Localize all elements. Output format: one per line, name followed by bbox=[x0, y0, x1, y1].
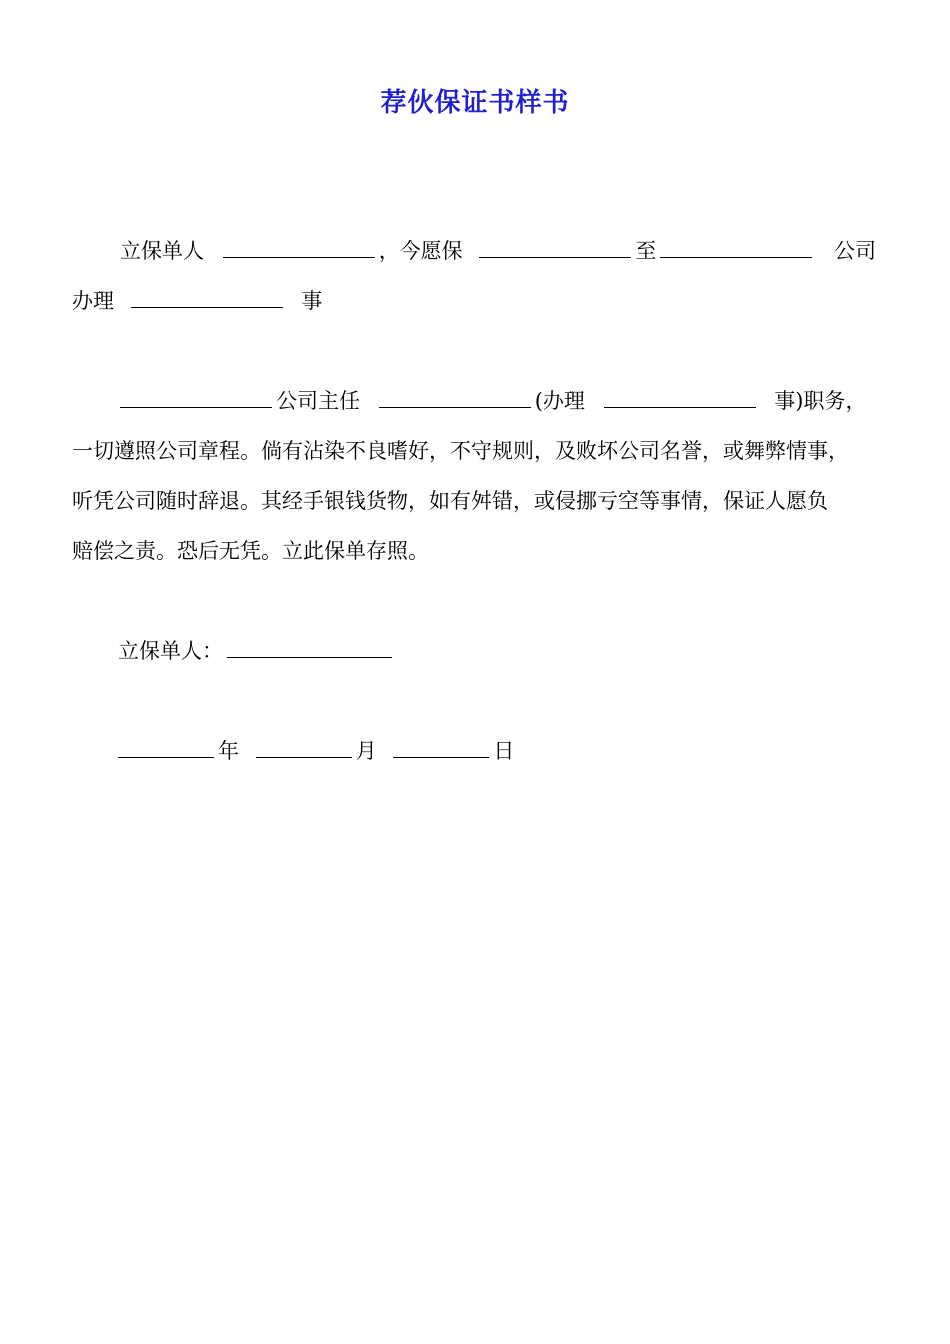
date-line bbox=[118, 736, 514, 766]
text-to: 至 bbox=[635, 239, 657, 263]
blank-matter[interactable] bbox=[131, 287, 283, 308]
text-month: 月 bbox=[355, 739, 377, 763]
blank-year[interactable] bbox=[118, 737, 214, 758]
blank-company[interactable] bbox=[120, 387, 272, 408]
para2-line1 bbox=[120, 386, 866, 416]
blank-duty[interactable] bbox=[604, 387, 756, 408]
signature-label: 立保单人： bbox=[118, 639, 223, 663]
blank-month[interactable] bbox=[256, 737, 352, 758]
blank-signature[interactable] bbox=[227, 637, 392, 658]
blank-guaranteed-person[interactable] bbox=[479, 237, 631, 258]
text-hereby-guarantee: ，今愿保 bbox=[378, 239, 463, 263]
para2-line2: 一切遵照公司章程。倘有沾染不良嗜好，不守规则，及败坏公司名誉，或舞弊情事， bbox=[72, 439, 849, 463]
document-title: 荐伙保证书样书 bbox=[380, 88, 570, 118]
para1-line1 bbox=[120, 236, 816, 266]
text-matter: 事 bbox=[301, 289, 323, 313]
text-duty-close: 事)职务， bbox=[774, 389, 867, 413]
text-handle: 办理 bbox=[72, 289, 114, 313]
text-company: 公司 bbox=[834, 239, 876, 263]
blank-guarantor-name[interactable] bbox=[223, 237, 375, 258]
para1-line2 bbox=[72, 286, 322, 316]
text-handle-open: (办理 bbox=[534, 389, 585, 413]
blank-company-name[interactable] bbox=[660, 237, 812, 258]
text-company-director: 公司主任 bbox=[276, 389, 360, 413]
para2-line3: 听凭公司随时辞退。其经手银钱货物，如有舛错，或侵挪亏空等事情，保证人愿负 bbox=[72, 489, 828, 513]
para1-company bbox=[834, 236, 876, 266]
blank-director-name[interactable] bbox=[379, 387, 531, 408]
text-year: 年 bbox=[218, 739, 239, 763]
text-day: 日 bbox=[493, 739, 515, 763]
blank-day[interactable] bbox=[393, 737, 489, 758]
para2-line4: 赔偿之责。恐后无凭。立此保单存照。 bbox=[72, 539, 429, 563]
signature-line bbox=[118, 636, 396, 666]
text-guarantor: 立保单人 bbox=[120, 239, 204, 263]
